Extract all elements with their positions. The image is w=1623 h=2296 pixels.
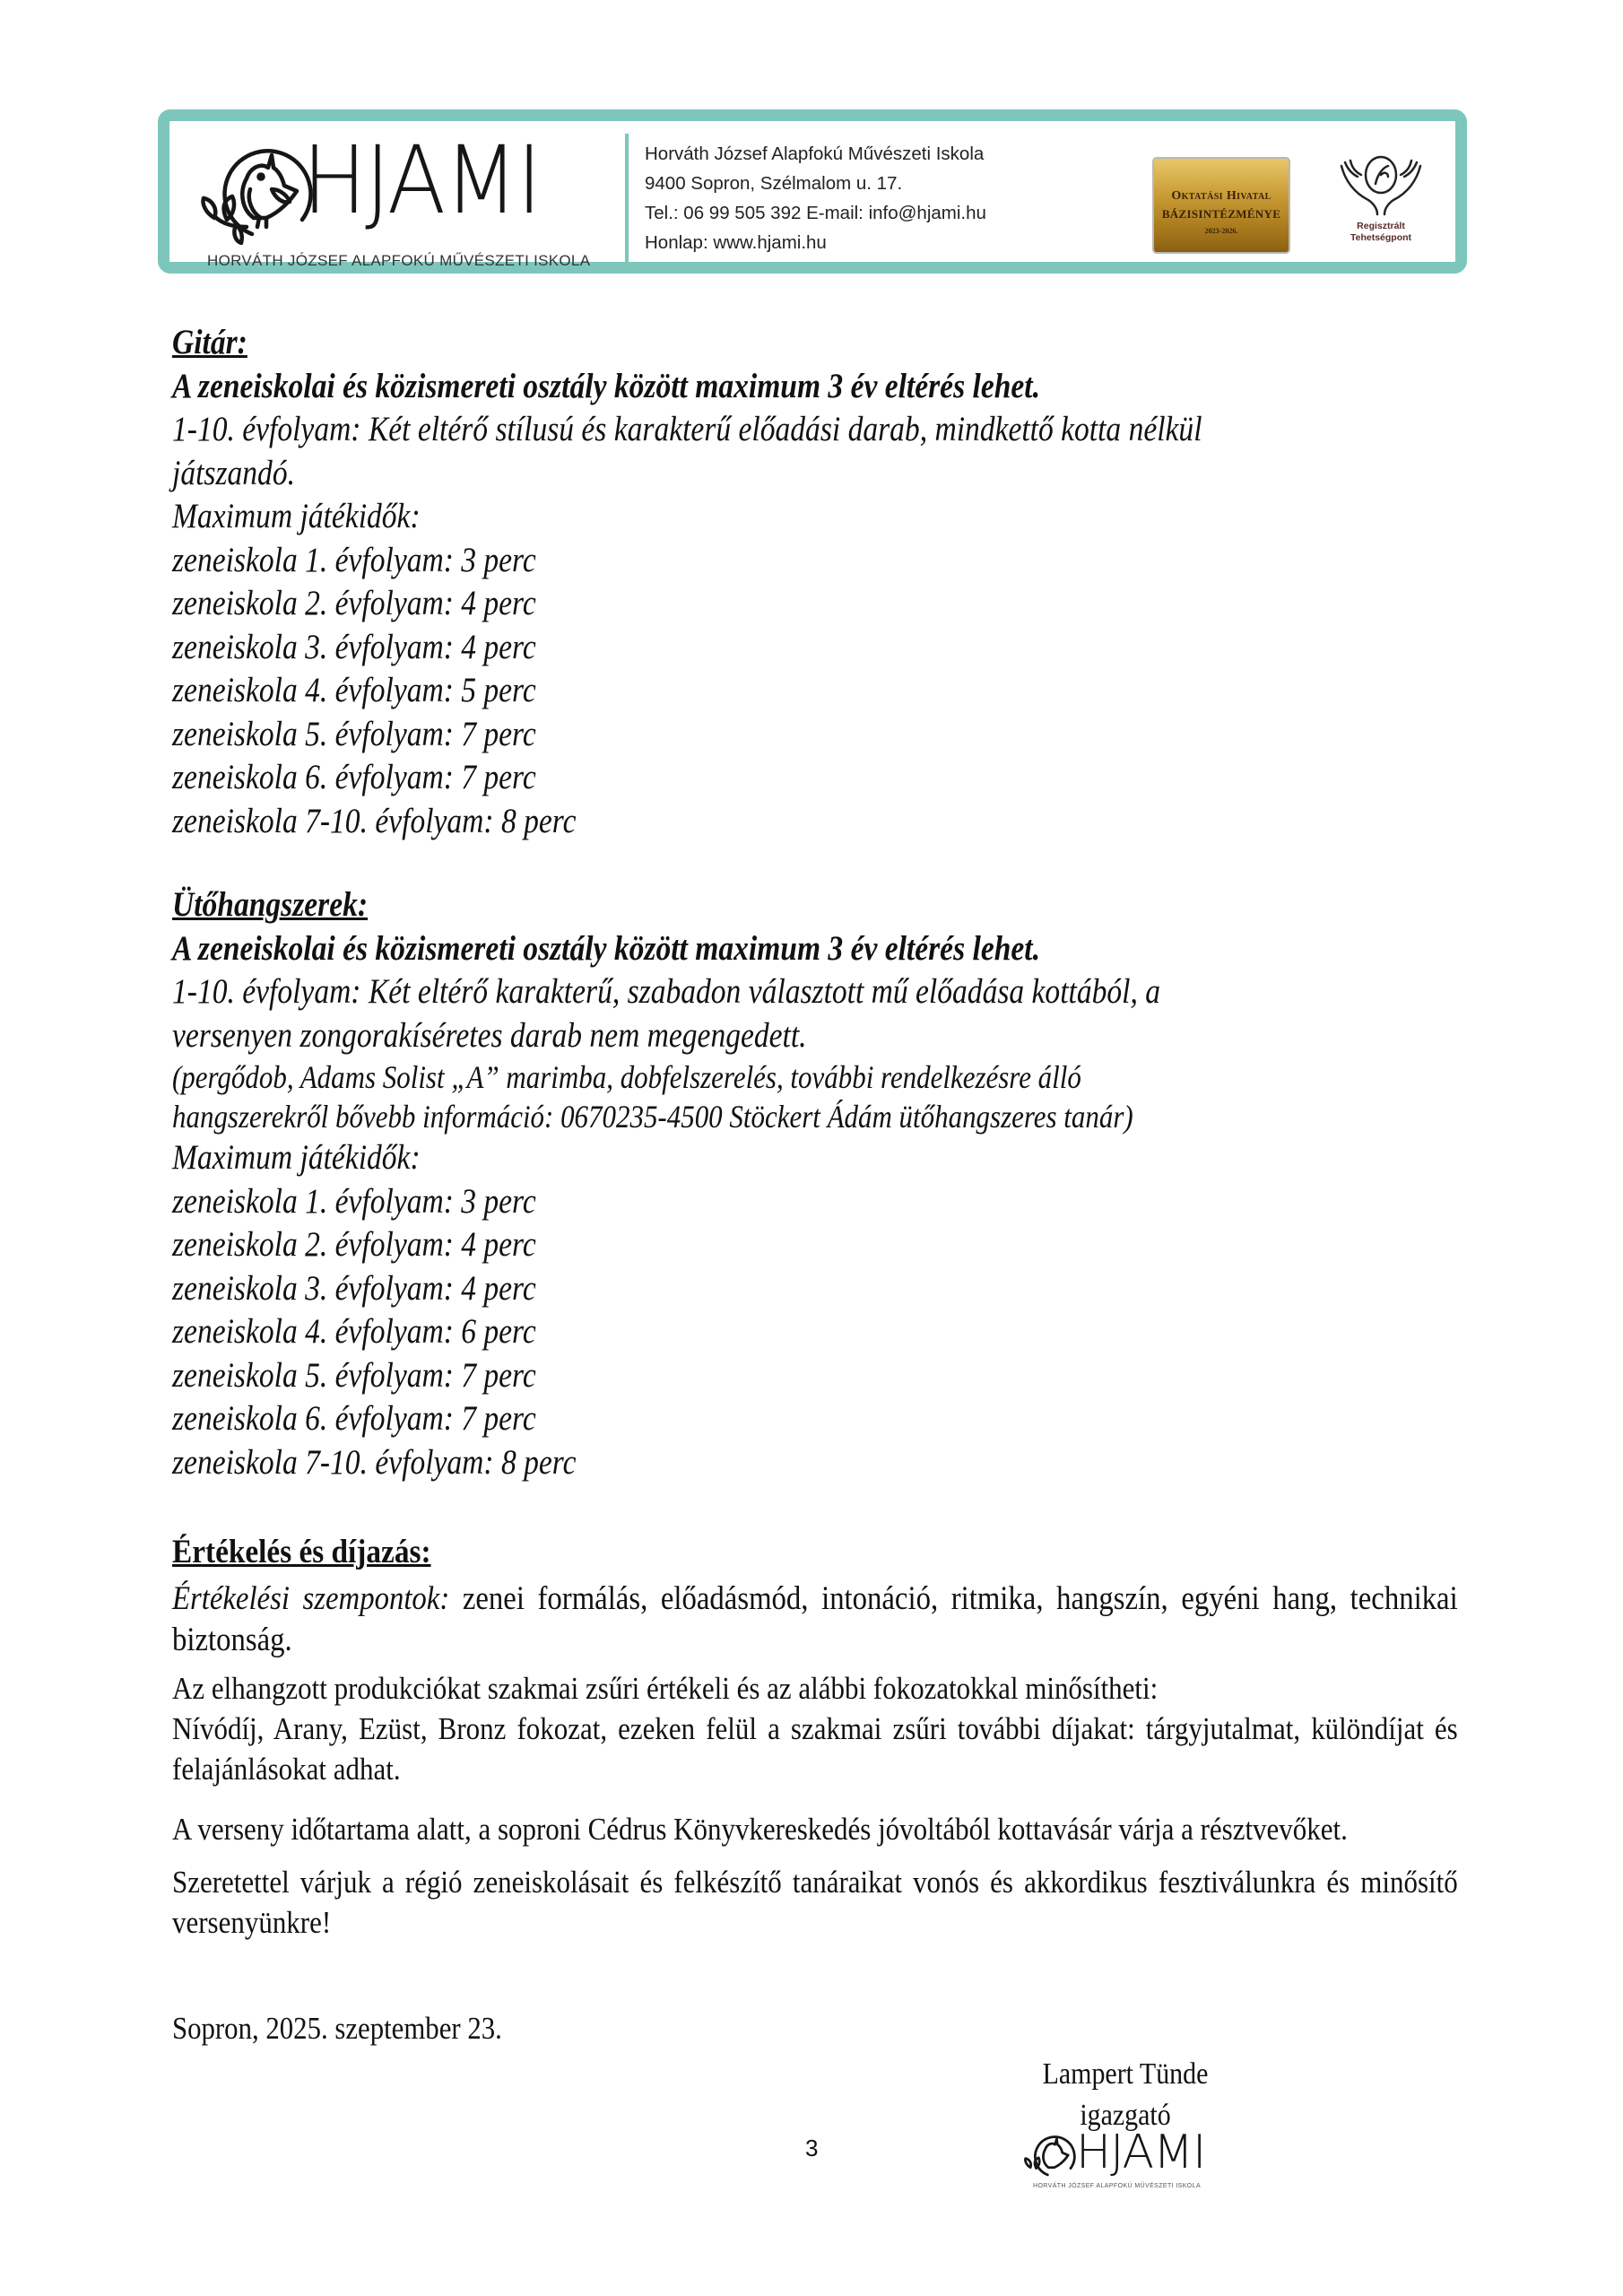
criteria-text: zenei formálás, előadásmód, intonáció, ritmika, hangszín, egyéni hang, technikai biztonság. [172, 1580, 1458, 1658]
evaluation-heading: Értékelés és díjazás: [172, 1534, 431, 1570]
logo-wordmark: HJAMI [302, 126, 541, 235]
guitar-time: zeneiskola 5. évfolyam: 7 perc [172, 714, 536, 753]
percussion-time: zeneiskola 4. évfolyam: 6 perc [172, 1312, 536, 1351]
guitar-desc-2: játszandó. [172, 453, 295, 492]
percussion-desc-1: 1-10. évfolyam: Két eltérő karakterű, szabadon választott mű előadása kottából, a [172, 972, 1161, 1011]
footer-logo-wordmark: HJAMI [1076, 2126, 1206, 2179]
guitar-time: zeneiskola 6. évfolyam: 7 perc [172, 758, 536, 796]
signer-title: igazgató [1080, 2099, 1171, 2132]
signer-name: Lampert Tünde [1042, 2057, 1209, 2091]
percussion-time: zeneiskola 5. évfolyam: 7 perc [172, 1355, 536, 1395]
percussion-time: zeneiskola 6. évfolyam: 7 perc [172, 1399, 536, 1438]
guitar-time: zeneiskola 3. évfolyam: 4 perc [172, 627, 536, 666]
school-logo [196, 126, 609, 269]
page-number: 3 [805, 2135, 819, 2161]
school-address: 9400 Sopron, Szélmalom u. 17. [645, 173, 903, 194]
header-divider [625, 134, 629, 265]
percussion-rule: A zeneiskolai és közismereti osztály között maximum 3 év eltérés lehet. [172, 928, 1040, 968]
percussion-max-label: Maximum játékidők: [172, 1138, 421, 1177]
logo-subtitle: HORVÁTH JÓZSEF ALAPFOKÚ MŰVÉSZETI ISKOLA [207, 252, 591, 269]
badge-line-2: BÁZISINTÉZMÉNYE [1161, 207, 1281, 221]
bird-logo-icon [1022, 2129, 1080, 2181]
percussion-time: zeneiskola 7-10. évfolyam: 8 perc [172, 1442, 577, 1482]
talent-line-1: Regisztrált [1357, 221, 1405, 231]
guitar-rule: A zeneiskolai és közismereti osztály között maximum 3 év eltérés lehet. [172, 366, 1040, 405]
hands-leaf-icon [1336, 153, 1426, 216]
guitar-section [172, 321, 1463, 843]
document-date: Sopron, 2025. szeptember 23. [172, 2011, 502, 2046]
percussion-time: zeneiskola 1. évfolyam: 3 perc [172, 1181, 536, 1221]
school-website: Honlap: www.hjami.hu [645, 232, 827, 253]
guitar-heading: Gitár: [172, 323, 247, 361]
guitar-time: zeneiskola 1. évfolyam: 3 perc [172, 540, 536, 579]
evaluation-paragraph-4: Szeretettel várjuk a régió zeneiskolásait és felkészítő tanáraikat vonós és akkordikus fesztiválunkra és minősítő versenyünkre! [172, 1865, 1458, 1940]
guitar-max-label: Maximum játékidők: [172, 497, 421, 535]
percussion-time: zeneiskola 3. évfolyam: 4 perc [172, 1268, 536, 1308]
evaluation-paragraph-2: Nívódíj, Arany, Ezüst, Bronz fokozat, ezeken felül a szakmai zsűri további díjakat: tárgyjutalmat, különdíjat és felajánlásokat adhat. [172, 1711, 1458, 1787]
guitar-time: zeneiskola 2. évfolyam: 4 perc [172, 584, 536, 622]
signature-block [977, 2054, 1273, 2136]
guitar-desc-1: 1-10. évfolyam: Két eltérő stílusú és karakterű előadási darab, mindkettő kotta nélkül [172, 410, 1202, 448]
badge-line-3: 2023-2026. [1204, 227, 1238, 235]
guitar-time: zeneiskola 4. évfolyam: 5 perc [172, 671, 536, 709]
evaluation-criteria [172, 1578, 1458, 1661]
contact-info [645, 139, 986, 257]
talent-line-2: Tehetségpont [1350, 232, 1412, 243]
percussion-heading: Ütőhangszerek: [172, 885, 369, 924]
footer-logo-subtitle: HORVÁTH JÓZSEF ALAPFOKÚ MŰVÉSZETI ISKOLA [1033, 2183, 1202, 2189]
percussion-note-2: hangszerekről bővebb információ: 0670235-4500 Stöckert Ádám ütőhangszeres tanár) [172, 1099, 1133, 1135]
footer-logo [1022, 2126, 1219, 2201]
percussion-section [172, 883, 1463, 1484]
badge-line-1: Oktatási Hivatal [1171, 189, 1271, 203]
school-phone-email: Tel.: 06 99 505 392 E-mail: info@hjami.hu [645, 203, 986, 223]
percussion-time: zeneiskola 2. évfolyam: 4 perc [172, 1225, 536, 1264]
school-name: Horváth József Alapfokú Művészeti Iskola [645, 144, 985, 164]
evaluation-section [172, 1532, 1463, 1943]
oktatasi-hivatal-badge [1152, 157, 1290, 254]
evaluation-paragraph-1: Az elhangzott produkciókat szakmai zsűri értékeli és az alábbi fokozatokkal minősítheti: [172, 1671, 1159, 1706]
guitar-time: zeneiskola 7-10. évfolyam: 8 perc [172, 801, 577, 840]
percussion-desc-2: versenyen zongorakíséretes darab nem megengedett. [172, 1015, 807, 1055]
tehetsegpont-logo [1332, 153, 1430, 261]
evaluation-paragraph-3: A verseny időtartama alatt, a soproni Cédrus Könyvkereskedés jóvoltából kottavásár várja a résztvevőket. [172, 1812, 1348, 1847]
criteria-label: Értékelési szempontok: [172, 1580, 450, 1617]
percussion-note-1: (pergődob, Adams Solist „A” marimba, dobfelszerelés, további rendelkezésre álló [172, 1059, 1081, 1095]
letterhead [158, 109, 1467, 274]
